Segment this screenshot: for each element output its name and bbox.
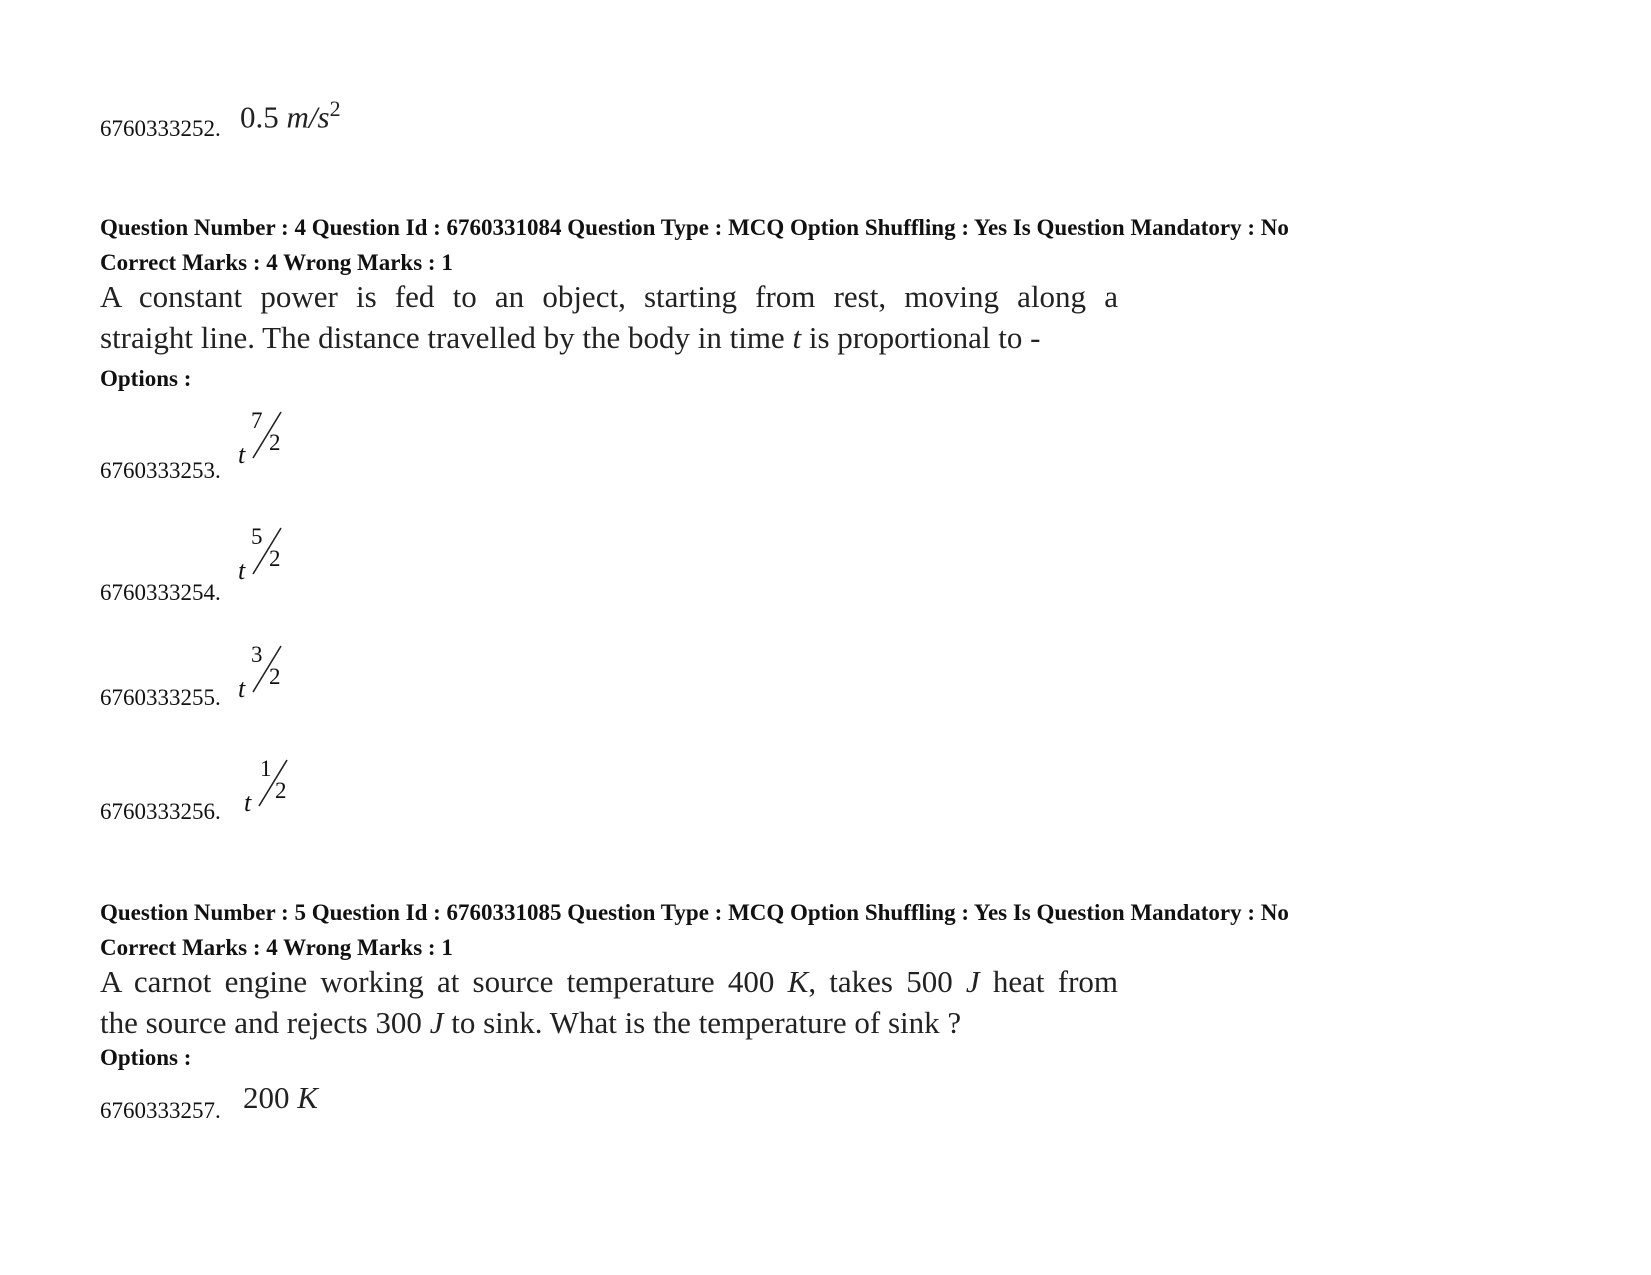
- fraction-denominator: 2: [269, 430, 281, 455]
- fraction-denominator: 2: [269, 664, 281, 689]
- fraction-denominator: 2: [269, 546, 281, 571]
- fraction-slash-icon: [236, 406, 296, 476]
- option-id[interactable]: 6760333255.: [100, 685, 221, 710]
- fraction-numerator: 1: [260, 756, 272, 781]
- option-value: 200: [243, 1080, 290, 1115]
- question-5-meta: [100, 895, 1400, 965]
- option-unit: K: [297, 1080, 318, 1115]
- option-fraction-power[interactable]: [236, 640, 296, 710]
- variable-t: t: [792, 320, 802, 355]
- question-4-meta-line1: Question Number : 4 Question Id : 6760331084 Question Type : MCQ Option Shuffling : Yes Is Question Mandatory : No: [100, 215, 1289, 240]
- text-segment: heat from: [979, 964, 1119, 999]
- text-segment: is proportional to -: [801, 320, 1041, 355]
- text-segment: the source and rejects 300: [100, 1005, 430, 1040]
- text-segment: straight line. The distance travelled by the body in time: [100, 320, 793, 355]
- option-unit: m/s: [286, 99, 330, 135]
- question-5-meta-line1: Question Number : 5 Question Id : 6760331085 Question Type : MCQ Option Shuffling : Yes Is Question Mandatory : No: [100, 900, 1289, 925]
- fraction-base: t: [238, 674, 246, 703]
- fraction-slash-icon: [236, 522, 296, 592]
- text-segment: A carnot engine working at source temperature 400: [100, 964, 788, 999]
- question-5-text: [100, 961, 1118, 1043]
- fraction-base: t: [244, 788, 252, 817]
- fraction-numerator: 5: [251, 524, 263, 549]
- option-id: 6760333252.: [100, 116, 221, 141]
- fraction-denominator: 2: [275, 778, 287, 803]
- option-id[interactable]: 6760333254.: [100, 580, 221, 605]
- question-5-options-label: Options :: [100, 1045, 192, 1070]
- question-4-meta: [100, 210, 1400, 280]
- option-exponent: 2: [329, 96, 341, 121]
- option-value: 0.5: [240, 99, 279, 135]
- option-fraction-power[interactable]: [242, 754, 302, 824]
- text-segment: to sink. What is the temperature of sink ?: [443, 1005, 962, 1040]
- unit-joule: J: [965, 964, 980, 999]
- question-4-text-line1: A constant power is fed to an object, starting from rest, moving along a: [100, 279, 1118, 314]
- option-fraction-power[interactable]: [236, 522, 296, 592]
- question-5-text-line1: [100, 961, 1118, 1002]
- question-4-meta-line2: Correct Marks : 4 Wrong Marks : 1: [100, 250, 453, 275]
- fraction-numerator: 7: [251, 408, 263, 433]
- question-5-meta-line2: Correct Marks : 4 Wrong Marks : 1: [100, 935, 453, 960]
- question-4-options-label: Options :: [100, 366, 192, 391]
- option-id[interactable]: 6760333253.: [100, 458, 221, 483]
- option-answer: [240, 96, 341, 135]
- fraction-slash-icon: [236, 640, 296, 710]
- option-id[interactable]: 6760333257.: [100, 1098, 221, 1123]
- question-4-text-line2: [100, 317, 1118, 358]
- text-segment: , takes 500: [808, 964, 966, 999]
- fraction-slash-icon: [242, 754, 302, 824]
- option-id[interactable]: 6760333256.: [100, 799, 221, 824]
- option-answer[interactable]: [243, 1080, 318, 1116]
- fraction-base: t: [238, 440, 246, 469]
- fraction-numerator: 3: [251, 642, 263, 667]
- unit-joule: J: [429, 1005, 444, 1040]
- question-5-text-line2: [100, 1002, 1118, 1043]
- option-fraction-power[interactable]: [236, 406, 296, 476]
- unit-kelvin: K: [787, 964, 809, 999]
- question-4-text: [100, 276, 1118, 358]
- fraction-base: t: [238, 556, 246, 585]
